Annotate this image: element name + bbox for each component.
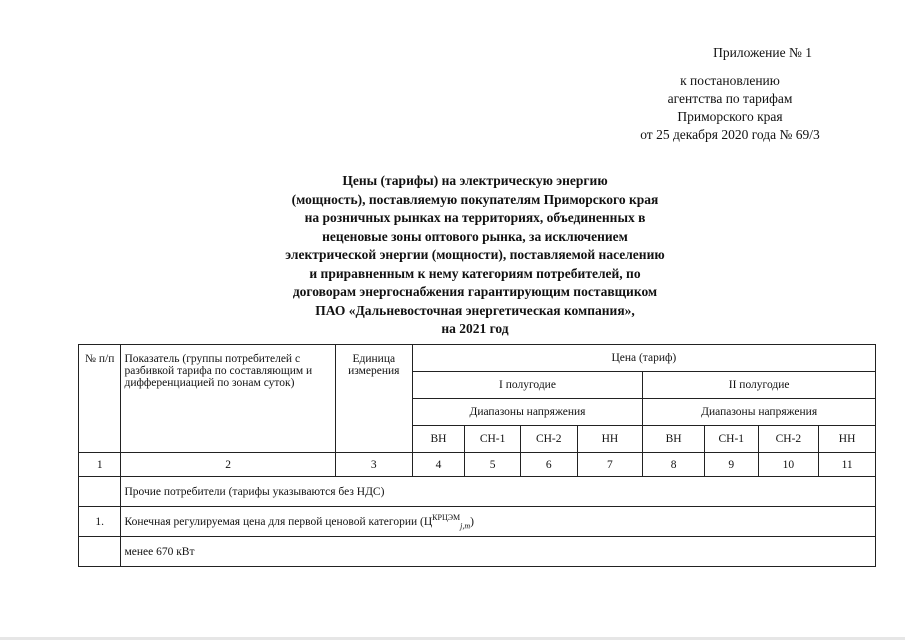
formula-base: Ц: [423, 515, 433, 528]
header-unit: Единица измерения: [335, 345, 412, 453]
header-ranges-2: Диапазоны напряжения: [643, 399, 876, 426]
column-number: 2: [121, 453, 335, 477]
row-text-formula: [121, 507, 876, 537]
row-number: [79, 477, 121, 507]
column-number: 8: [643, 453, 705, 477]
document-title: [240, 172, 710, 339]
column-number-row: [79, 453, 876, 477]
table-row: [79, 477, 876, 507]
price-formula: [423, 512, 471, 531]
row-text: Конечная регулируемая цена для первой ценовой категории (: [124, 515, 424, 528]
column-number: 5: [465, 453, 521, 477]
column-number: 6: [520, 453, 577, 477]
appendix-header: [600, 44, 860, 144]
column-number: 7: [577, 453, 643, 477]
header-price: Цена (тариф): [412, 345, 875, 372]
column-number: 3: [335, 453, 412, 477]
row-text: менее 670 кВт: [121, 537, 876, 567]
appendix-number: Приложение № 1: [713, 45, 812, 60]
row-number: [79, 537, 121, 567]
voltage-cell: СН-1: [465, 426, 521, 453]
title-line: и приравненным к нему категориям потребителей, по: [309, 265, 641, 281]
title-line: на 2021 год: [441, 321, 509, 336]
formula-subscript: j,m: [460, 521, 471, 531]
column-number: 11: [819, 453, 876, 477]
voltage-cell: ВН: [412, 426, 465, 453]
column-number: 9: [704, 453, 758, 477]
header-num: № п/п: [79, 345, 121, 453]
appendix-line: к постановлению: [680, 73, 780, 88]
header-row: [79, 345, 876, 372]
title-line: (мощность), поставляемую покупателям Приморского края: [291, 191, 659, 207]
header-half1: I полугодие: [412, 372, 643, 399]
voltage-cell: СН-2: [520, 426, 577, 453]
title-line: договорам энергоснабжения гарантирующим поставщиком: [292, 284, 658, 299]
title-line: неценовые зоны оптового рынка, за исключением: [322, 228, 628, 244]
title-line: Цены (тарифы) на электрическую энергию: [342, 173, 608, 188]
column-number: 4: [412, 453, 465, 477]
header-half2: II полугодие: [643, 372, 876, 399]
title-line: электрической энергии (мощности), поставляемой населению: [285, 247, 665, 262]
voltage-cell: СН-2: [758, 426, 819, 453]
appendix-line: от 25 декабря 2020 года № 69/3: [640, 127, 820, 142]
voltage-cell: НН: [819, 426, 876, 453]
header-ranges-1: Диапазоны напряжения: [412, 399, 643, 426]
row-text: Прочие потребители (тарифы указываются без НДС): [121, 477, 876, 507]
title-line: ПАО «Дальневосточная энергетическая компания»,: [315, 302, 635, 318]
appendix-line: Приморского края: [677, 109, 783, 124]
column-number: 1: [79, 453, 121, 477]
column-number: 10: [758, 453, 819, 477]
table-row: [79, 537, 876, 567]
voltage-cell: СН-1: [704, 426, 758, 453]
title-line: на розничных рынках на территориях, объединенных в: [304, 210, 646, 225]
row-number: 1.: [79, 507, 121, 537]
tariff-table: [78, 344, 876, 567]
voltage-cell: ВН: [643, 426, 705, 453]
voltage-cell: НН: [577, 426, 643, 453]
appendix-line: агентства по тарифам: [667, 91, 793, 106]
table-row: [79, 507, 876, 537]
header-indicator: Показатель (группы потребителей с разбивкой тарифа по составляющим и дифференциацией по зонам суток): [121, 345, 335, 453]
formula-superscript: КРЦЭМ: [432, 512, 461, 522]
row-text-end: ): [470, 515, 474, 528]
